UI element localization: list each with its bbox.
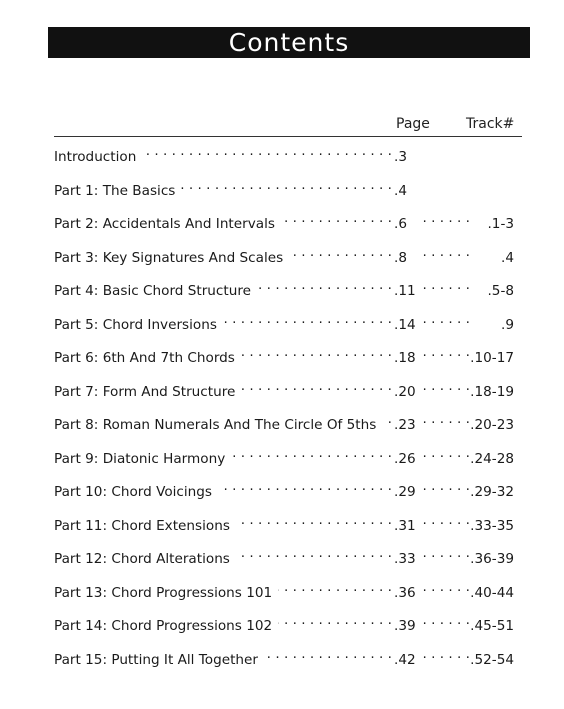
toc-entry[interactable] (54, 175, 514, 199)
toc-entry-title: Part 14: Chord Progressions 102 (54, 618, 273, 634)
toc-entry-page: .33 (394, 551, 416, 567)
toc-entry-page: .14 (394, 316, 416, 333)
toc-entry-page: .26 (394, 450, 416, 467)
toc-entry-title: Part 4: Basic Chord Structure (54, 283, 251, 299)
toc-entry-track: .18-19 (470, 383, 514, 400)
leader-dots (241, 376, 392, 396)
leader-dots (223, 309, 392, 329)
toc-entry[interactable] (54, 342, 514, 366)
leader-dots (418, 141, 470, 161)
leader-dots (218, 476, 392, 496)
toc-entry-page: .23 (394, 417, 416, 433)
toc-entry-track: .33-35 (470, 517, 514, 534)
toc-entry[interactable] (54, 409, 514, 433)
leader-dots (418, 510, 470, 530)
toc-entry[interactable] (54, 242, 514, 266)
leader-dots (418, 409, 470, 429)
leader-dots (418, 208, 470, 228)
toc-entry-track: .9 (501, 316, 514, 333)
toc-entry[interactable] (54, 141, 514, 165)
toc-entry-track: .52-54 (470, 651, 514, 668)
toc-entry[interactable] (54, 275, 514, 299)
leader-dots (418, 376, 470, 396)
leader-dots (181, 175, 392, 195)
leader-dots (382, 409, 392, 429)
leader-dots (236, 510, 392, 530)
toc-entry-track: .40-44 (470, 584, 514, 601)
toc-entry-title: Part 13: Chord Progressions 101 (54, 584, 273, 601)
toc-entry-track: .24-28 (470, 450, 514, 467)
toc-entry-page: .3 (394, 149, 407, 165)
toc-entry-title: Part 7: Form And Structure (54, 383, 236, 400)
toc-entry-page: .4 (394, 182, 407, 199)
toc-entry-page: .39 (394, 618, 416, 634)
leader-dots (289, 242, 392, 262)
leader-dots (418, 443, 470, 463)
toc-entry-page: .20 (394, 383, 416, 400)
leader-dots (418, 275, 470, 295)
toc-entry[interactable] (54, 577, 514, 601)
toc-entry-track: .5-8 (487, 283, 514, 299)
leader-dots (418, 543, 470, 563)
toc-entry-page: .18 (394, 350, 416, 366)
toc-entry-title: Part 6: 6th And 7th Chords (54, 350, 235, 366)
toc-entry[interactable] (54, 309, 514, 333)
toc-entry-track: .29-32 (470, 484, 514, 500)
page-title: Contents (228, 28, 350, 57)
page-column-header: Page (396, 116, 430, 132)
header-divider (54, 136, 522, 137)
toc-entry[interactable] (54, 443, 514, 467)
toc-entry[interactable] (54, 376, 514, 400)
leader-dots (418, 476, 470, 496)
toc-entry-title: Part 8: Roman Numerals And The Circle Of 5ths (54, 417, 377, 433)
toc-entry-title: Part 10: Chord Voicings (54, 484, 212, 500)
leader-dots (418, 644, 470, 664)
leader-dots (418, 577, 470, 597)
leader-dots (231, 443, 392, 463)
title-bar (48, 27, 530, 58)
toc-entry-track: .36-39 (470, 551, 514, 567)
leader-dots (418, 610, 470, 630)
toc-entry-track: .1-3 (487, 216, 514, 232)
toc-entry-title: Part 11: Chord Extensions (54, 517, 230, 534)
leader-dots (257, 275, 392, 295)
track-column-header: Track# (466, 116, 515, 132)
toc-entry-page: .36 (394, 584, 416, 601)
toc-entry[interactable] (54, 510, 514, 534)
toc-entry[interactable] (54, 644, 514, 668)
leader-dots (142, 141, 392, 161)
leader-dots (418, 342, 470, 362)
toc-entry-page: .11 (394, 283, 416, 299)
leader-dots (418, 242, 470, 262)
toc-entry-title: Part 1: The Basics (54, 182, 176, 199)
leader-dots (278, 610, 392, 630)
toc-entry-title: Part 15: Putting It All Together (54, 651, 258, 668)
toc-entry[interactable] (54, 476, 514, 500)
toc-entry-title: Part 12: Chord Alterations (54, 551, 230, 567)
toc-entry-track: .20-23 (470, 417, 514, 433)
toc-entry[interactable] (54, 610, 514, 634)
toc-entry[interactable] (54, 543, 514, 567)
leader-dots (236, 543, 392, 563)
toc-entry-track: .10-17 (470, 350, 514, 366)
leader-dots (264, 644, 392, 664)
toc-entry[interactable] (54, 208, 514, 232)
toc-entry-track: .45-51 (470, 618, 514, 634)
toc-entry-title: Part 2: Accidentals And Intervals (54, 216, 275, 232)
toc-entry-title: Introduction (54, 149, 137, 165)
toc-entry-title: Part 5: Chord Inversions (54, 316, 217, 333)
leader-dots (241, 342, 392, 362)
toc-entry-track: .4 (501, 249, 514, 266)
leader-dots (278, 577, 392, 597)
leader-dots (281, 208, 392, 228)
toc-entry-title: Part 3: Key Signatures And Scales (54, 249, 284, 266)
toc-entry-title: Part 9: Diatonic Harmony (54, 450, 226, 467)
toc-entry-page: .29 (394, 484, 416, 500)
toc-entry-page: .6 (394, 216, 407, 232)
leader-dots (418, 309, 470, 329)
toc-entry-page: .42 (394, 651, 416, 668)
toc-entry-page: .8 (394, 249, 407, 266)
toc-entry-page: .31 (394, 517, 416, 534)
leader-dots (418, 175, 470, 195)
